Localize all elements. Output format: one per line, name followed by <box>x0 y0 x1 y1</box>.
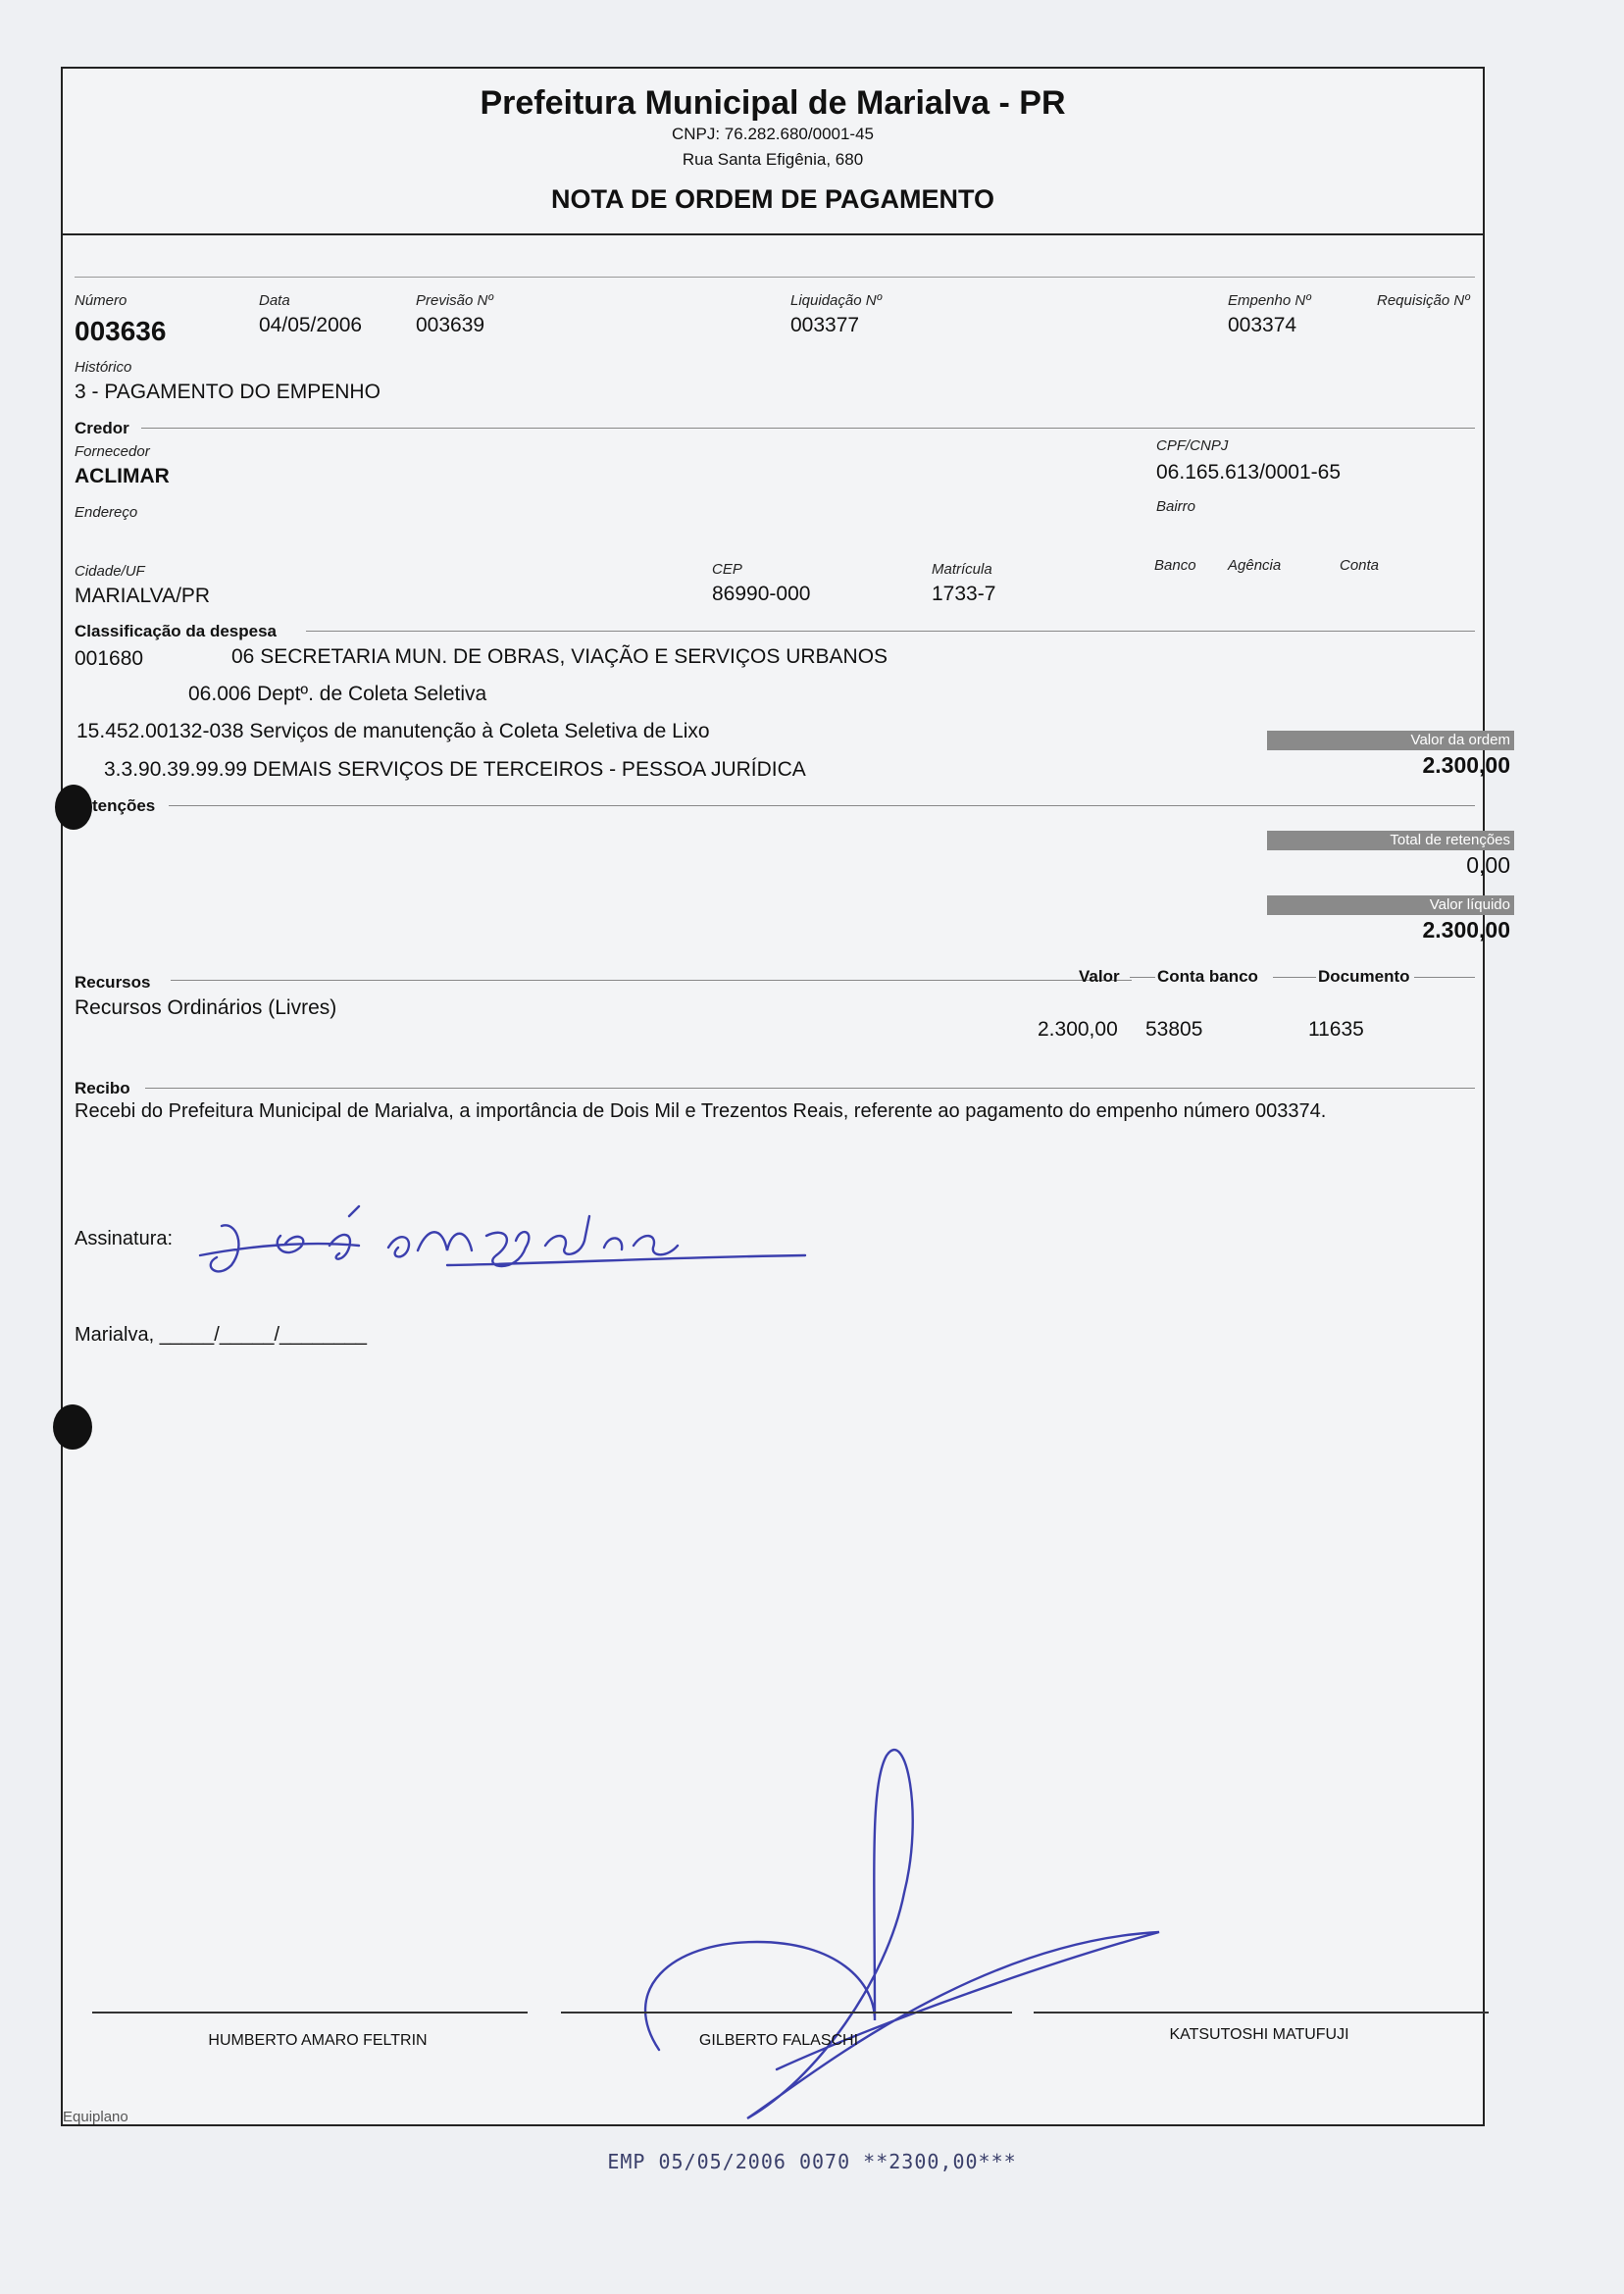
historico-label: Histórico <box>75 359 132 376</box>
bank-stamp: EMP 05/05/2006 0070 **2300,00*** <box>607 2150 1017 2173</box>
bairro-label: Bairro <box>1156 498 1196 515</box>
recursos-sep-1 <box>1130 977 1155 978</box>
address-text: Rua Santa Efigênia, 680 <box>682 150 864 169</box>
endereco-label: Endereço <box>75 504 138 521</box>
ids-top-line <box>75 277 1475 278</box>
matricula-label: Matrícula <box>932 561 992 578</box>
recursos-sep-3 <box>1414 977 1475 978</box>
punch-hole-2 <box>53 1404 92 1450</box>
requisicao-label: Requisição Nº <box>1377 292 1470 309</box>
recibo-section: Recibo <box>75 1079 130 1097</box>
fornecedor-label: Fornecedor <box>75 443 150 460</box>
cpf-value: 06.165.613/0001-65 <box>1156 461 1342 484</box>
recursos-sep-2 <box>1273 977 1316 978</box>
recibo-text: Recebi do Prefeitura Municipal de Marialva, a importância de Dois Mil e Trezentos Reais, referente ao pagamento do empenho número 003374. <box>75 1100 1327 1122</box>
credor-line <box>141 428 1475 429</box>
recibo-line <box>145 1088 1475 1089</box>
recursos-section: Recursos <box>75 973 151 992</box>
previsao-value: 003639 <box>416 314 485 336</box>
document-title: NOTA DE ORDEM DE PAGAMENTO <box>550 184 994 214</box>
recursos-line <box>171 980 1132 981</box>
classificacao-line <box>306 631 1475 632</box>
class-funcional: 15.452.00132-038 Serviços de manutenção à Coleta Seletiva de Lixo <box>76 720 710 742</box>
sig-line-3 <box>1034 2012 1489 2014</box>
liquidacao-value: 003377 <box>790 314 860 336</box>
sig-line-1 <box>92 2012 528 2014</box>
cidade-value: MARIALVA/PR <box>75 585 211 607</box>
class-departamento: 06.006 Deptº. de Coleta Seletiva <box>188 683 487 705</box>
local-date: Marialva, _____/_____/________ <box>75 1324 368 1346</box>
valor-ordem-label: Valor da ordem <box>1267 731 1514 750</box>
recursos-valor: 2.300,00 <box>1038 1018 1118 1041</box>
signatory-3: KATSUTOSHI MATUFUJI <box>1169 2026 1349 2043</box>
cpf-label: CPF/CNPJ <box>1156 437 1229 454</box>
retencoes-line <box>169 805 1475 806</box>
cep-value: 86990-000 <box>712 583 811 605</box>
total-retencoes-label: Total de retenções <box>1267 831 1514 850</box>
signatory-1: HUMBERTO AMARO FELTRIN <box>208 2032 428 2049</box>
retencoes-section: tenções <box>92 796 156 815</box>
recursos-item: Recursos Ordinários (Livres) <box>75 996 337 1019</box>
numero-value: 003636 <box>75 316 167 346</box>
data-value: 04/05/2006 <box>259 314 363 336</box>
conta-label: Conta <box>1340 557 1380 574</box>
numero-label: Número <box>75 292 127 309</box>
cidade-label: Cidade/UF <box>75 563 145 580</box>
valor-liquido-label: Valor líquido <box>1267 895 1514 915</box>
class-secretaria: 06 SECRETARIA MUN. DE OBRAS, VIAÇÃO E SERVIÇOS URBANOS <box>231 645 888 668</box>
cnpj-text: CNPJ: 76.282.680/0001-45 <box>671 125 875 143</box>
empenho-value: 003374 <box>1228 314 1297 336</box>
recursos-conta-label: Conta banco <box>1157 967 1258 986</box>
class-code: 001680 <box>75 647 144 670</box>
valor-ordem-value: 2.300,00 <box>1422 752 1510 778</box>
fornecedor-value: ACLIMAR <box>75 465 170 487</box>
liquidacao-label: Liquidação Nº <box>790 292 883 309</box>
sig-line-2 <box>561 2012 1012 2014</box>
municipality-title: Prefeitura Municipal de Marialva - PR <box>480 84 1066 122</box>
valor-liquido-value: 2.300,00 <box>1422 917 1510 943</box>
assinatura-label: Assinatura: <box>75 1228 174 1249</box>
historico-value: 3 - PAGAMENTO DO EMPENHO <box>75 381 381 403</box>
credor-section: Credor <box>75 419 129 437</box>
data-label: Data <box>259 292 290 309</box>
empenho-label: Empenho Nº <box>1228 292 1311 309</box>
handwritten-signature <box>192 1187 810 1285</box>
footer-brand: Equiplano <box>63 2109 128 2125</box>
header-divider <box>63 233 1483 235</box>
punch-hole <box>55 785 92 830</box>
total-retencoes-value: 0,00 <box>1466 852 1510 878</box>
cep-label: CEP <box>712 561 742 578</box>
recursos-documento-label: Documento <box>1318 967 1410 986</box>
matricula-value: 1733-7 <box>932 583 996 605</box>
agencia-label: Agência <box>1228 557 1282 574</box>
signatory-signature <box>630 1726 1179 2138</box>
recursos-conta-banco: 53805 <box>1145 1018 1203 1041</box>
classificacao-section: Classificação da despesa <box>75 622 278 640</box>
class-natureza: 3.3.90.39.99.99 DEMAIS SERVIÇOS DE TERCEIROS - PESSOA JURÍDICA <box>104 758 806 781</box>
banco-label: Banco <box>1154 557 1196 574</box>
document-frame <box>61 67 1510 2126</box>
recursos-valor-label: Valor <box>1079 967 1120 986</box>
recursos-documento: 11635 <box>1308 1018 1364 1041</box>
signatory-2: GILBERTO FALASCHI <box>698 2032 859 2049</box>
previsao-label: Previsão Nº <box>416 292 493 309</box>
